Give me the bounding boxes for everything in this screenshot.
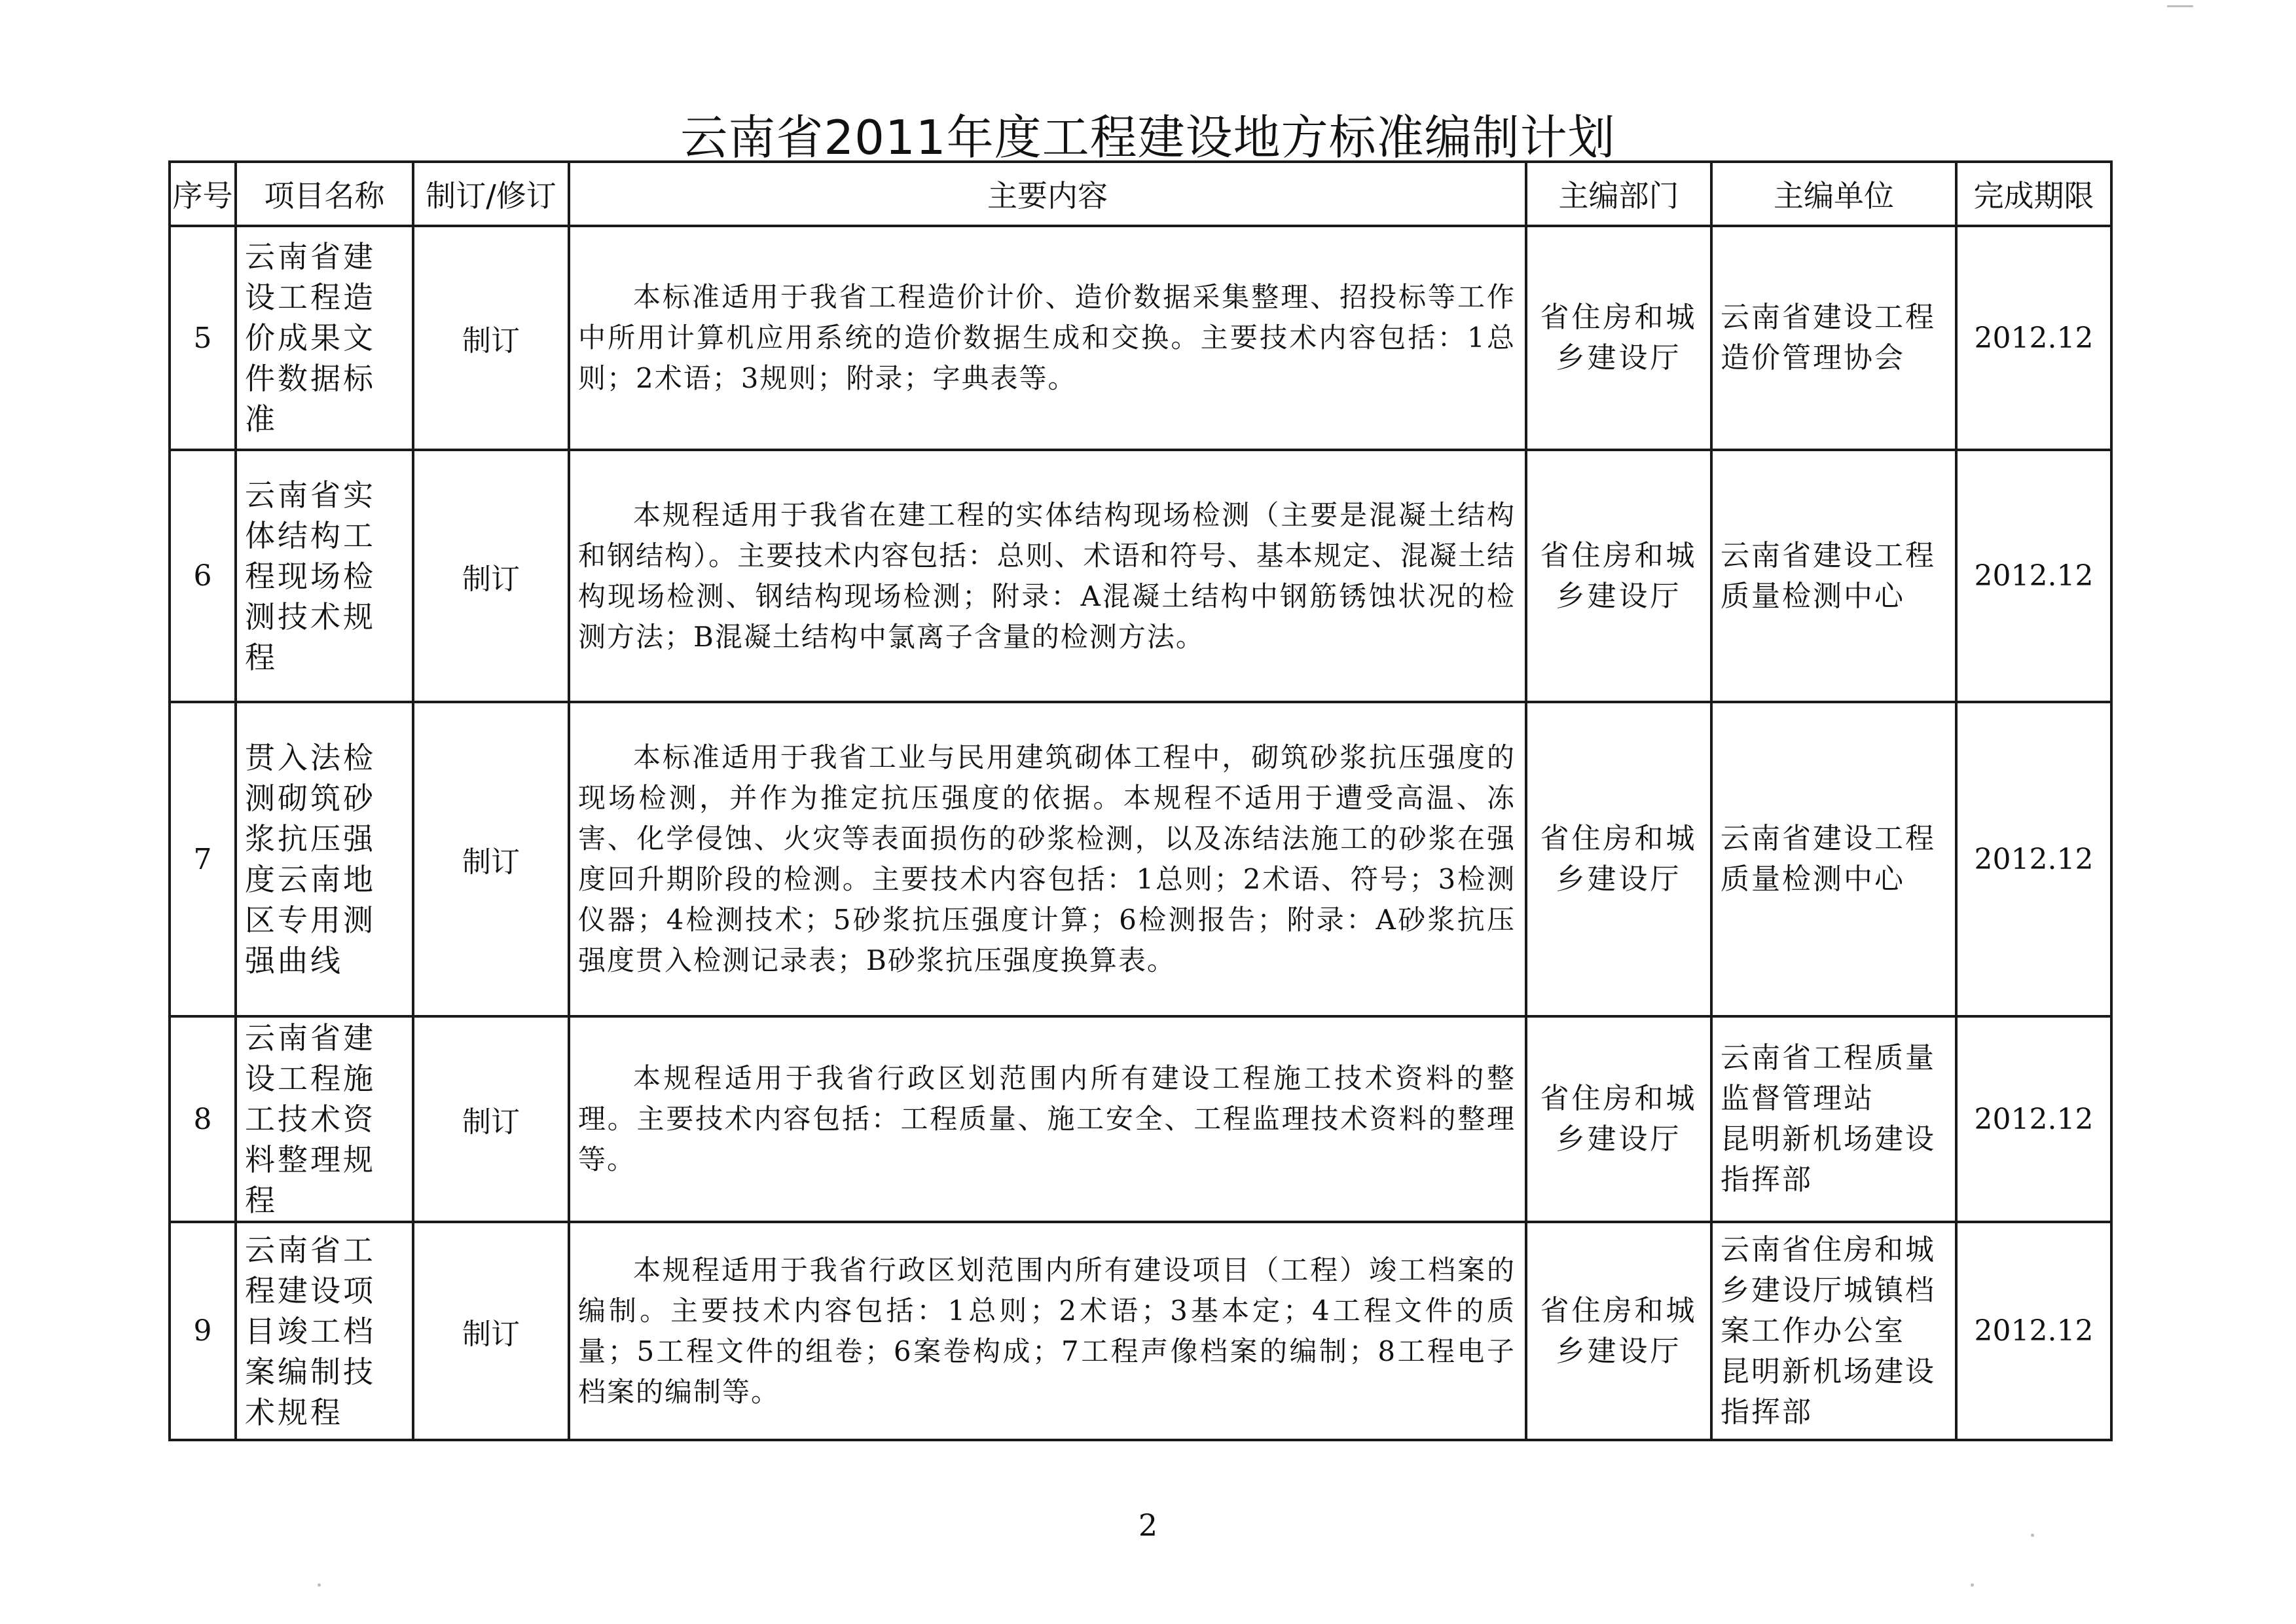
- row-type: 制订: [413, 1222, 569, 1440]
- row-unit-line: 云南省建设工程质量检测中心: [1721, 538, 1936, 613]
- row-project-name: 云南省建设工程施工技术资料整理规程: [236, 1016, 413, 1222]
- row-content-text: 本规程适用于我省在建工程的实体结构现场检测（主要是混凝土结构和钢结构）。主要技术内容包括：总则、术语和符号、基本规定、混凝土结构现场检测、钢结构现场检测；附录：A混凝土结构中钢筋锈蚀状况的检测方法；B混凝土结构中氯离子含量的检测方法。: [578, 498, 1516, 653]
- row-type: 制订: [413, 450, 569, 702]
- row-type: 制订: [413, 226, 569, 450]
- row-dept: 省住房和城乡建设厅: [1526, 226, 1711, 450]
- row-unit-line: 昆明新机场建设指挥部: [1721, 1122, 1936, 1196]
- row-project-name: 贯入法检测砌筑砂浆抗压强度云南地区专用测强曲线: [236, 702, 413, 1016]
- table-row: [170, 1016, 2111, 1222]
- row-content: [569, 226, 1526, 450]
- standards-plan-table: [168, 160, 2113, 1441]
- row-date: 2012.12: [1956, 1016, 2111, 1222]
- row-date: 2012.12: [1956, 226, 2111, 450]
- row-seq: 9: [170, 1222, 236, 1440]
- row-seq: 7: [170, 702, 236, 1016]
- row-content: [569, 702, 1526, 1016]
- header-seq: 序号: [170, 162, 236, 226]
- table-row: [170, 226, 2111, 450]
- header-date: 完成期限: [1956, 162, 2111, 226]
- row-unit-line: 昆明新机场建设指挥部: [1721, 1354, 1936, 1429]
- row-unit: [1711, 1222, 1956, 1440]
- row-dept: 省住房和城乡建设厅: [1526, 450, 1711, 702]
- table-row: [170, 1222, 2111, 1440]
- row-project-name: 云南省建设工程造价成果文件数据标准: [236, 226, 413, 450]
- table-header-row: [170, 162, 2111, 226]
- row-content-text: 本规程适用于我省行政区划范围内所有建设工程施工技术资料的整理。主要技术内容包括：工程质量、施工安全、工程监理技术资料的整理等。: [578, 1062, 1516, 1175]
- row-content: [569, 1016, 1526, 1222]
- header-name: 项目名称: [236, 162, 413, 226]
- table-row: [170, 450, 2111, 702]
- scan-speck: [318, 1583, 321, 1587]
- row-dept: 省住房和城乡建设厅: [1526, 1222, 1711, 1440]
- page-number: 2: [1138, 1507, 1158, 1543]
- row-project-name: 云南省工程建设项目竣工档案编制技术规程: [236, 1222, 413, 1440]
- header-unit: 主编单位: [1711, 162, 1956, 226]
- row-content: [569, 450, 1526, 702]
- row-unit-line: 云南省建设工程质量检测中心: [1721, 822, 1936, 896]
- row-content: [569, 1222, 1526, 1440]
- header-content: 主要内容: [569, 162, 1526, 226]
- row-unit-line: 云南省住房和城乡建设厅城镇档案工作办公室: [1721, 1232, 1936, 1348]
- row-unit: [1711, 450, 1956, 702]
- row-content-text: 本标准适用于我省工业与民用建筑砌体工程中，砌筑砂浆抗压强度的现场检测，并作为推定抗压强度的依据。本规程不适用于遭受高温、冻害、化学侵蚀、火灾等表面损伤的砂浆检测，以及冻结法施工的砂浆在强度回升期阶段的检测。主要技术内容包括：1总则；2术语、符号；3检测仪器；4检测技术；5砂浆抗压强度计算；6检测报告；附录：A砂浆抗压强度贯入检测记录表；B砂浆抗压强度换算表。: [578, 741, 1516, 976]
- row-seq: 5: [170, 226, 236, 450]
- row-type: 制订: [413, 1016, 569, 1222]
- scan-speck: [2031, 1534, 2034, 1537]
- row-unit: [1711, 702, 1956, 1016]
- row-dept: 省住房和城乡建设厅: [1526, 702, 1711, 1016]
- row-unit: [1711, 226, 1956, 450]
- row-seq: 8: [170, 1016, 236, 1222]
- row-date: 2012.12: [1956, 1222, 2111, 1440]
- row-date: 2012.12: [1956, 450, 2111, 702]
- scan-speck: [2167, 5, 2193, 7]
- row-project-name: 云南省实体结构工程现场检测技术规程: [236, 450, 413, 702]
- header-type: 制订/修订: [413, 162, 569, 226]
- row-date: 2012.12: [1956, 702, 2111, 1016]
- row-type: 制订: [413, 702, 569, 1016]
- row-unit-line: 云南省建设工程造价管理协会: [1721, 301, 1936, 375]
- header-dept: 主编部门: [1526, 162, 1711, 226]
- scan-speck: [1971, 1583, 1974, 1587]
- row-content-text: 本标准适用于我省工程造价计价、造价数据采集整理、招投标等工作中所用计算机应用系统的造价数据生成和交换。主要技术内容包括：1总则；2术语；3规则；附录；字典表等。: [578, 281, 1516, 394]
- row-seq: 6: [170, 450, 236, 702]
- row-unit-line: 云南省工程质量监督管理站: [1721, 1041, 1936, 1115]
- page-title: 云南省2011年度工程建设地方标准编制计划: [680, 110, 1616, 165]
- table-row: [170, 702, 2111, 1016]
- row-dept: 省住房和城乡建设厅: [1526, 1016, 1711, 1222]
- row-content-text: 本规程适用于我省行政区划范围内所有建设项目（工程）竣工档案的编制。主要技术内容包括：1总则；2术语；3基本定；4工程文件的质量；5工程文件的组卷；6案卷构成；7工程声像档案的编制；8工程电子档案的编制等。: [578, 1253, 1516, 1408]
- row-unit: [1711, 1016, 1956, 1222]
